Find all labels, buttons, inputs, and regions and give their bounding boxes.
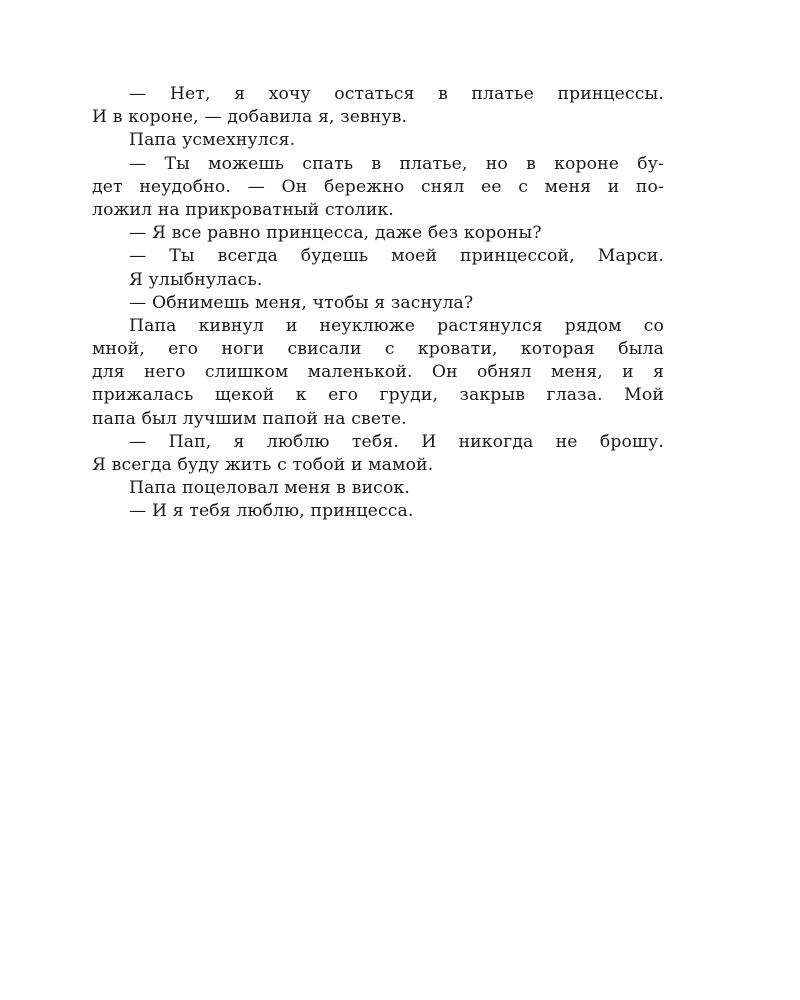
text-line: Папа кивнул и неуклюже растянулся рядом со	[129, 315, 664, 336]
text-line: — Обнимешь меня, чтобы я заснула?	[129, 292, 474, 313]
text-line: Я всегда буду жить с тобой и мамой.	[92, 455, 434, 475]
text-line: мной, его ноги свисали с кровати, которая была	[92, 339, 664, 360]
text-line: Папа поцеловал меня в висок.	[129, 478, 410, 499]
text-line: Папа усмехнулся.	[129, 130, 296, 151]
text-line: Я улыбнулась.	[129, 269, 263, 290]
text-line: папа был лучшим папой на свете.	[92, 408, 407, 429]
text-line: — Пап, я люблю тебя. И никогда не брошу.	[129, 431, 664, 452]
text-line: — Я все равно принцесса, даже без короны?	[129, 223, 542, 244]
text-line: — Ты можешь спать в платье, но в короне бу-	[129, 153, 664, 174]
text-line: — Нет, я хочу остаться в платье принцессы.	[129, 84, 664, 104]
text-line: дет неудобно. — Он бережно снял ее с меня и по-	[92, 176, 664, 197]
page-text	[92, 83, 664, 524]
text-line: для него слишком маленькой. Он обнял меня, и я	[92, 362, 664, 383]
text-line: ложил на прикроватный столик.	[92, 199, 394, 220]
text-line: И в короне, — добавила я, зевнув.	[92, 107, 408, 128]
text-line: — Ты всегда будешь моей принцессой, Марси.	[129, 246, 664, 267]
text-line: прижалась щекой к его груди, закрыв глаза. Мой	[92, 385, 664, 406]
text-line: — И я тебя люблю, принцесса.	[129, 501, 414, 522]
